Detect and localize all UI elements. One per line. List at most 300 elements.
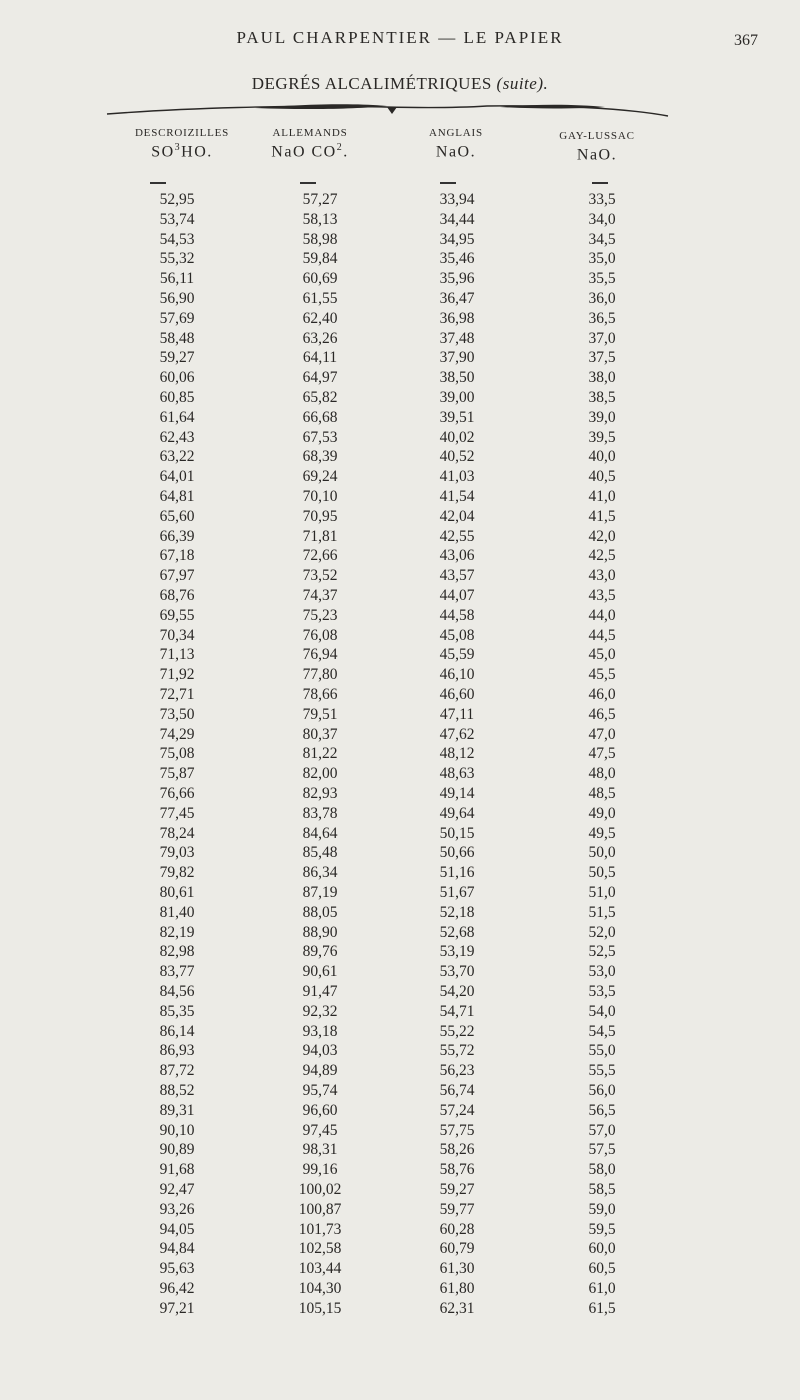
table-cell: 48,12 xyxy=(439,745,475,763)
table-cell: 64,97 xyxy=(302,369,338,387)
table-cell: 41,5 xyxy=(588,507,616,525)
table-cell: 64,11 xyxy=(302,349,338,367)
table-cell: 60,28 xyxy=(439,1220,475,1238)
table-cell: 41,03 xyxy=(439,468,475,486)
table-cell: 39,5 xyxy=(588,428,616,446)
table-cell: 57,0 xyxy=(588,1121,616,1139)
page-number: 367 xyxy=(734,32,758,49)
table-cell: 50,15 xyxy=(439,824,475,842)
table-cell: 71,81 xyxy=(302,527,338,545)
table-cell: 99,16 xyxy=(302,1161,338,1179)
table-cell: 90,61 xyxy=(302,963,338,981)
table-cell: 40,02 xyxy=(439,428,475,446)
table-row xyxy=(0,1022,800,1042)
table-cell: 55,22 xyxy=(439,1022,475,1040)
table-cell: 55,5 xyxy=(588,1062,616,1080)
table-row xyxy=(0,784,800,804)
table-row xyxy=(0,1259,800,1279)
table-cell: 36,98 xyxy=(439,309,475,327)
table-cell: 76,94 xyxy=(302,646,338,664)
table-cell: 95,63 xyxy=(159,1260,195,1278)
table-cell: 87,72 xyxy=(159,1062,195,1080)
table-cell: 38,5 xyxy=(588,389,616,406)
table-cell: 82,98 xyxy=(159,943,195,961)
table-cell: 54,71 xyxy=(439,1002,475,1020)
table-cell: 58,26 xyxy=(439,1141,475,1159)
table-row xyxy=(0,824,800,844)
table-cell: 102,58 xyxy=(298,1240,342,1258)
table-cell: 37,5 xyxy=(588,349,616,367)
table-row xyxy=(0,725,800,745)
table-cell: 95,74 xyxy=(302,1082,338,1099)
table-row xyxy=(0,764,800,784)
table-title-main: DEGRÉS ALCALIMÉTRIQUES xyxy=(251,74,492,93)
table-cell: 49,64 xyxy=(439,804,475,822)
table-cell: 81,22 xyxy=(302,745,338,763)
table-cell: 52,68 xyxy=(439,923,475,941)
table-cell: 55,32 xyxy=(159,250,195,268)
table-cell: 58,98 xyxy=(302,230,338,248)
table-cell: 63,26 xyxy=(302,329,338,347)
table-cell: 59,84 xyxy=(302,250,338,268)
table-cell: 36,47 xyxy=(439,290,475,307)
table-cell: 77,80 xyxy=(302,666,338,684)
table-row xyxy=(0,309,800,329)
table-row xyxy=(0,487,800,507)
table-cell: 92,47 xyxy=(159,1181,195,1198)
table-cell: 44,58 xyxy=(439,606,475,624)
table-cell: 53,74 xyxy=(159,210,195,228)
table-cell: 76,08 xyxy=(302,626,338,644)
table-cell: 52,0 xyxy=(588,923,616,941)
table-cell: 67,53 xyxy=(302,428,338,446)
table-cell: 59,5 xyxy=(588,1220,616,1238)
table-cell: 44,07 xyxy=(439,587,475,604)
table-cell: 42,5 xyxy=(588,547,616,565)
column-name: DESCROIZILLES xyxy=(134,127,230,139)
table-cell: 68,76 xyxy=(159,587,195,604)
table-cell: 61,64 xyxy=(159,408,195,426)
table-row xyxy=(0,527,800,547)
table-cell: 59,27 xyxy=(439,1181,475,1198)
table-cell: 61,55 xyxy=(302,290,338,307)
column-formula: NaO. xyxy=(435,143,477,161)
table-cell: 58,5 xyxy=(588,1181,616,1198)
table-cell: 49,5 xyxy=(588,824,616,842)
table-cell: 42,0 xyxy=(588,527,616,545)
table-cell: 60,06 xyxy=(159,369,195,387)
table-row xyxy=(0,606,800,626)
table-cell: 85,35 xyxy=(159,1002,195,1020)
table-cell: 66,68 xyxy=(302,408,338,426)
table-row xyxy=(0,1299,800,1319)
table-cell: 57,69 xyxy=(159,309,195,327)
table-cell: 75,23 xyxy=(302,606,338,624)
table-cell: 58,0 xyxy=(588,1161,616,1179)
table-cell: 65,82 xyxy=(302,389,338,406)
table-cell: 78,24 xyxy=(159,824,195,842)
table-cell: 52,95 xyxy=(159,191,195,208)
table-cell: 96,42 xyxy=(159,1280,195,1297)
table-cell: 77,45 xyxy=(159,804,195,822)
table-cell: 67,18 xyxy=(159,547,195,565)
table-cell: 37,0 xyxy=(588,329,616,347)
table-cell: 90,89 xyxy=(159,1141,195,1159)
table-cell: 82,19 xyxy=(159,923,195,941)
table-cell: 79,82 xyxy=(159,864,195,882)
table-row xyxy=(0,1279,800,1299)
table-cell: 48,63 xyxy=(439,765,475,783)
column-dash xyxy=(592,182,608,184)
table-cell: 91,47 xyxy=(302,983,338,1000)
table-cell: 47,11 xyxy=(439,705,475,723)
table-cell: 50,5 xyxy=(588,864,616,882)
column-formula: $SO^3HO$. xyxy=(151,142,213,161)
table-cell: 58,13 xyxy=(302,210,338,228)
table-cell: 89,31 xyxy=(159,1101,195,1119)
table-row xyxy=(0,249,800,269)
table-row xyxy=(0,1101,800,1121)
table-row xyxy=(0,1121,800,1141)
table-cell: 49,0 xyxy=(588,804,616,822)
table-row xyxy=(0,586,800,606)
table-row xyxy=(0,329,800,349)
table-cell: 57,5 xyxy=(588,1141,616,1159)
column-formula: NaO. xyxy=(576,146,618,164)
table-cell: 78,66 xyxy=(302,686,338,703)
table-cell: 86,14 xyxy=(159,1022,195,1040)
table-cell: 72,71 xyxy=(159,686,195,703)
table-cell: 69,24 xyxy=(302,468,338,486)
table-cell: 56,5 xyxy=(588,1101,616,1119)
table-row xyxy=(0,962,800,982)
table-cell: 68,39 xyxy=(302,448,338,466)
table-cell: 50,66 xyxy=(439,844,475,862)
table-cell: 88,05 xyxy=(302,903,338,921)
table-cell: 88,90 xyxy=(302,923,338,941)
table-row xyxy=(0,1180,800,1200)
table-cell: 82,93 xyxy=(302,785,338,802)
table-cell: 81,40 xyxy=(159,903,195,921)
table-cell: 85,48 xyxy=(302,844,338,862)
table-row xyxy=(0,566,800,586)
table-cell: 41,54 xyxy=(439,488,475,505)
table-cell: 104,30 xyxy=(298,1280,342,1297)
table-cell: 96,60 xyxy=(302,1101,338,1119)
table-cell: 43,5 xyxy=(588,587,616,604)
table-cell: 103,44 xyxy=(298,1260,342,1278)
table-cell: 79,51 xyxy=(302,705,338,723)
table-cell: 87,19 xyxy=(302,884,338,901)
table-row xyxy=(0,1002,800,1022)
table-row xyxy=(0,645,800,665)
table-cell: 48,0 xyxy=(588,765,616,783)
table-cell: 51,5 xyxy=(588,903,616,921)
table-cell: 64,81 xyxy=(159,488,195,505)
table-cell: 88,52 xyxy=(159,1082,195,1099)
table-cell: 73,50 xyxy=(159,705,195,723)
table-row xyxy=(0,1220,800,1240)
table-cell: 43,57 xyxy=(439,567,475,585)
table-cell: 93,26 xyxy=(159,1200,195,1218)
table-cell: 52,18 xyxy=(439,903,475,921)
table-cell: 92,32 xyxy=(302,1002,338,1020)
table-row xyxy=(0,982,800,1002)
ornamental-rule xyxy=(105,98,670,122)
column-dash xyxy=(300,182,316,184)
table-cell: 62,31 xyxy=(439,1299,475,1317)
table-cell: 34,5 xyxy=(588,230,616,248)
running-title: PAUL CHARPENTIER — LE PAPIER xyxy=(236,28,564,47)
table-row xyxy=(0,428,800,448)
table-cell: 91,68 xyxy=(159,1161,195,1179)
column-formula: NaO $CO^2$. xyxy=(271,142,349,161)
table-cell: 79,03 xyxy=(159,844,195,862)
table-cell: 34,44 xyxy=(439,210,475,228)
table-cell: 54,5 xyxy=(588,1022,616,1040)
table-row xyxy=(0,1041,800,1061)
table-cell: 46,60 xyxy=(439,686,475,703)
table-cell: 59,77 xyxy=(439,1200,475,1218)
table-cell: 101,73 xyxy=(298,1220,342,1238)
table-row xyxy=(0,546,800,566)
table-cell: 46,10 xyxy=(439,666,475,684)
table-row xyxy=(0,626,800,646)
table-row xyxy=(0,289,800,309)
table-row xyxy=(0,408,800,428)
table-row xyxy=(0,942,800,962)
table-row xyxy=(0,1081,800,1101)
table-cell: 86,93 xyxy=(159,1042,195,1060)
table-cell: 46,0 xyxy=(588,686,616,703)
table-cell: 45,0 xyxy=(588,646,616,664)
table-row xyxy=(0,230,800,250)
table-cell: 45,5 xyxy=(588,666,616,684)
table-cell: 65,60 xyxy=(159,507,195,525)
table-cell: 37,90 xyxy=(439,349,475,367)
table-cell: 63,22 xyxy=(159,448,195,466)
table-row xyxy=(0,507,800,527)
table-cell: 34,95 xyxy=(439,230,475,248)
table-cell: 75,08 xyxy=(159,745,195,763)
table-row xyxy=(0,447,800,467)
table-cell: 89,76 xyxy=(302,943,338,961)
table-cell: 51,16 xyxy=(439,864,475,882)
table-cell: 38,50 xyxy=(439,369,475,387)
table-cell: 53,5 xyxy=(588,983,616,1000)
table-cell: 97,21 xyxy=(159,1299,195,1317)
table-row xyxy=(0,210,800,230)
table-cell: 54,53 xyxy=(159,230,195,248)
column-header-gay-lussac xyxy=(522,130,672,164)
table-cell: 56,0 xyxy=(588,1082,616,1099)
table-cell: 51,0 xyxy=(588,884,616,901)
table-cell: 61,30 xyxy=(439,1260,475,1278)
table-row xyxy=(0,685,800,705)
table-cell: 37,48 xyxy=(439,329,475,347)
table-cell: 70,34 xyxy=(159,626,195,644)
table-cell: 93,18 xyxy=(302,1022,338,1040)
table-row xyxy=(0,190,800,210)
table-row xyxy=(0,1160,800,1180)
table-cell: 94,89 xyxy=(302,1062,338,1080)
column-header-anglais xyxy=(381,127,531,161)
table-cell: 50,0 xyxy=(588,844,616,862)
table-cell: 45,08 xyxy=(439,626,475,644)
table-cell: 60,85 xyxy=(159,389,195,406)
table-cell: 33,94 xyxy=(439,191,475,208)
column-dash xyxy=(440,182,456,184)
table-cell: 75,87 xyxy=(159,765,195,783)
column-header-allemands xyxy=(235,127,385,161)
table-cell: 49,14 xyxy=(439,785,475,802)
table-cell: 67,97 xyxy=(159,567,195,585)
table-cell: 45,59 xyxy=(439,646,475,664)
table-cell: 73,52 xyxy=(302,567,338,585)
table-cell: 58,76 xyxy=(439,1161,475,1179)
running-head xyxy=(0,28,800,52)
table-row xyxy=(0,467,800,487)
table-cell: 61,5 xyxy=(588,1299,616,1317)
table-row xyxy=(0,388,800,408)
table-cell: 57,24 xyxy=(439,1101,475,1119)
table-cell: 40,0 xyxy=(588,448,616,466)
table-cell: 56,11 xyxy=(159,270,195,288)
column-name: ALLEMANDS xyxy=(272,127,348,139)
column-name: ANGLAIS xyxy=(429,127,483,139)
table-cell: 94,05 xyxy=(159,1220,195,1238)
table-cell: 98,31 xyxy=(302,1141,338,1159)
table-cell: 53,19 xyxy=(439,943,475,961)
table-cell: 61,0 xyxy=(588,1280,616,1297)
table-cell: 33,5 xyxy=(588,191,616,208)
table-cell: 35,5 xyxy=(588,270,616,288)
table-cell: 97,45 xyxy=(302,1121,338,1139)
table-cell: 70,95 xyxy=(302,507,338,525)
column-dash xyxy=(150,182,166,184)
table-cell: 51,67 xyxy=(439,884,475,901)
table-cell: 35,0 xyxy=(588,250,616,268)
table-cell: 42,04 xyxy=(439,507,475,525)
table-cell: 105,15 xyxy=(298,1299,342,1317)
table-row xyxy=(0,883,800,903)
table-cell: 56,90 xyxy=(159,290,195,307)
table-cell: 39,51 xyxy=(439,408,475,426)
table-cell: 54,20 xyxy=(439,983,475,1000)
table-row xyxy=(0,1239,800,1259)
table-cell: 60,79 xyxy=(439,1240,475,1258)
table-cell: 38,0 xyxy=(588,369,616,387)
table-row xyxy=(0,705,800,725)
table-cell: 57,27 xyxy=(302,191,338,208)
table-cell: 56,74 xyxy=(439,1082,475,1099)
table-cell: 54,0 xyxy=(588,1002,616,1020)
table-cell: 39,00 xyxy=(439,389,475,406)
table-cell: 84,56 xyxy=(159,983,195,1000)
table-cell: 86,34 xyxy=(302,864,338,882)
table-row xyxy=(0,348,800,368)
table-cell: 62,43 xyxy=(159,428,195,446)
table-cell: 62,40 xyxy=(302,309,338,327)
table-cell: 44,5 xyxy=(588,626,616,644)
table-cell: 61,80 xyxy=(439,1280,475,1297)
table-cell: 35,96 xyxy=(439,270,475,288)
table-cell: 60,5 xyxy=(588,1260,616,1278)
table-cell: 60,69 xyxy=(302,270,338,288)
table-cell: 59,0 xyxy=(588,1200,616,1218)
table-cell: 41,0 xyxy=(588,488,616,505)
table-cell: 72,66 xyxy=(302,547,338,565)
table-cell: 40,5 xyxy=(588,468,616,486)
table-cell: 83,78 xyxy=(302,804,338,822)
column-name: GAY-LUSSAC xyxy=(559,130,635,142)
table-cell: 80,37 xyxy=(302,725,338,743)
table-cell: 36,0 xyxy=(588,290,616,307)
table-cell: 94,84 xyxy=(159,1240,195,1258)
table-cell: 64,01 xyxy=(159,468,195,486)
table-cell: 35,46 xyxy=(439,250,475,268)
table-cell: 46,5 xyxy=(588,705,616,723)
table-cell: 70,10 xyxy=(302,488,338,505)
table-cell: 94,03 xyxy=(302,1042,338,1060)
table-cell: 66,39 xyxy=(159,527,195,545)
table-row xyxy=(0,863,800,883)
table-row xyxy=(0,1200,800,1220)
table-cell: 47,62 xyxy=(439,725,475,743)
table-cell: 39,0 xyxy=(588,408,616,426)
table-cell: 55,72 xyxy=(439,1042,475,1060)
table-title xyxy=(0,74,800,94)
table-cell: 60,0 xyxy=(588,1240,616,1258)
table-row xyxy=(0,843,800,863)
table-row xyxy=(0,923,800,943)
table-cell: 69,55 xyxy=(159,606,195,624)
table-cell: 76,66 xyxy=(159,785,195,802)
table-cell: 71,92 xyxy=(159,666,195,684)
table-title-suite: (suite). xyxy=(496,74,549,93)
table-cell: 58,48 xyxy=(159,329,195,347)
table-cell: 47,0 xyxy=(588,725,616,743)
table-cell: 44,0 xyxy=(588,606,616,624)
table-cell: 42,55 xyxy=(439,527,475,545)
table-cell: 83,77 xyxy=(159,963,195,981)
table-row xyxy=(0,804,800,824)
table-cell: 47,5 xyxy=(588,745,616,763)
table-row xyxy=(0,368,800,388)
table-row xyxy=(0,269,800,289)
table-cell: 36,5 xyxy=(588,309,616,327)
table-row xyxy=(0,665,800,685)
table-cell: 43,0 xyxy=(588,567,616,585)
table-cell: 82,00 xyxy=(302,765,338,783)
table-cell: 74,29 xyxy=(159,725,195,743)
table-cell: 59,27 xyxy=(159,349,195,367)
table-cell: 40,52 xyxy=(439,448,475,466)
table-cell: 90,10 xyxy=(159,1121,195,1139)
table-cell: 100,87 xyxy=(298,1200,342,1218)
table-row xyxy=(0,1140,800,1160)
table-cell: 43,06 xyxy=(439,547,475,565)
table-row xyxy=(0,903,800,923)
table-cell: 55,0 xyxy=(588,1042,616,1060)
table-cell: 57,75 xyxy=(439,1121,475,1139)
table-cell: 100,02 xyxy=(298,1181,342,1198)
table-cell: 56,23 xyxy=(439,1062,475,1080)
table-cell: 53,70 xyxy=(439,963,475,981)
table-row xyxy=(0,1061,800,1081)
table-cell: 53,0 xyxy=(588,963,616,981)
table-cell: 71,13 xyxy=(159,646,195,664)
